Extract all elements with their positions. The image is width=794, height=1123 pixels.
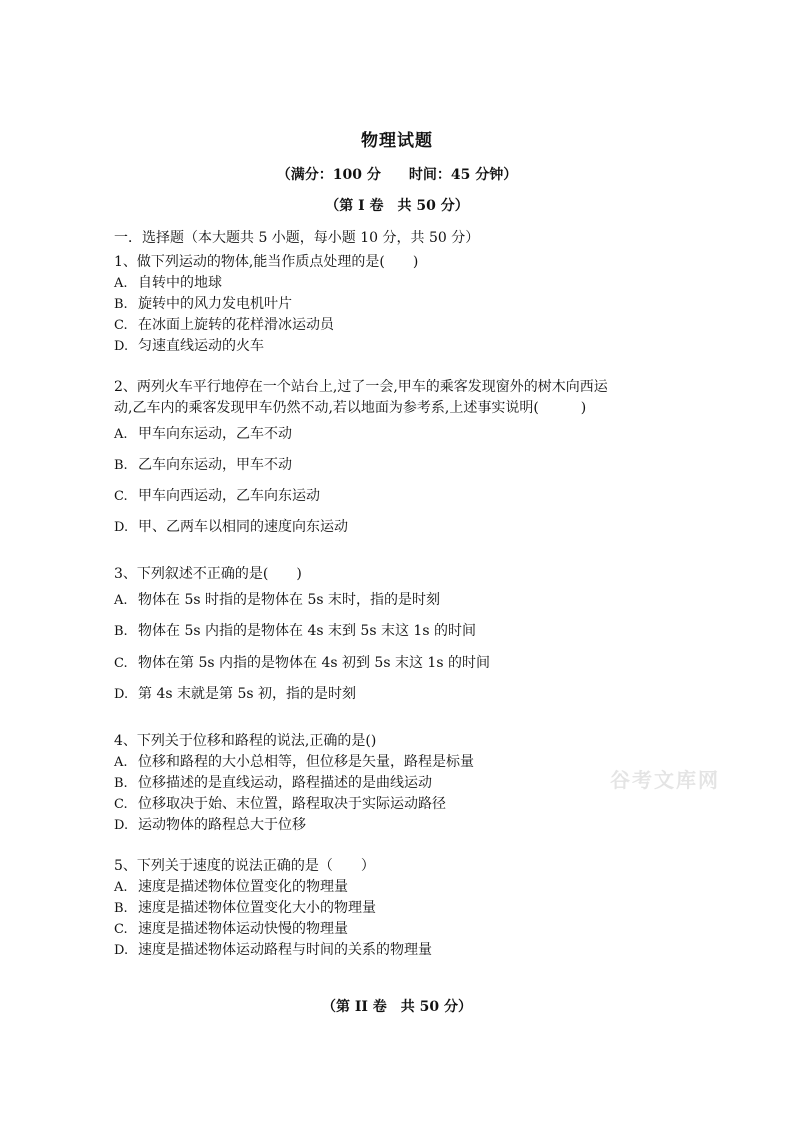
option-letter: A.: [114, 755, 128, 770]
question-5-stem: 5、下列关于速度的说法正确的是（ ）: [114, 858, 375, 874]
question-4-stem: 4、下列关于位移和路程的说法,正确的是(): [114, 733, 377, 749]
option-text: 第 4s 末就是第 5s 初，指的是时刻: [138, 686, 356, 702]
question-1-option-b[interactable]: [114, 294, 292, 315]
option-text: 物体在 5s 内指的是物体在 4s 末到 5s 末这 1s 的时间: [138, 623, 476, 639]
question-3-stem: 3、下列叙述不正确的是( ): [114, 566, 302, 582]
option-letter: B.: [114, 901, 128, 916]
option-letter: A.: [114, 593, 128, 608]
option-letter: C.: [114, 922, 128, 937]
question-1-stem: 1、做下列运动的物体,能当作质点处理的是( ): [114, 254, 419, 270]
option-letter: A.: [114, 276, 128, 291]
volume-1-heading: （第 I 卷 共 50 分）: [325, 198, 469, 214]
question-5-option-c[interactable]: [114, 919, 348, 940]
option-letter: B.: [114, 624, 128, 639]
option-text: 位移取决于始、末位置，路程取决于实际运动路径: [138, 796, 446, 812]
option-text: 甲车向东运动，乙车不动: [138, 426, 292, 442]
option-letter: D.: [114, 339, 129, 354]
option-text: 物体在第 5s 内指的是物体在 4s 初到 5s 末这 1s 的时间: [138, 655, 490, 671]
question-2-option-b[interactable]: [114, 455, 292, 476]
option-text: 旋转中的风力发电机叶片: [138, 296, 292, 312]
option-letter: C.: [114, 797, 128, 812]
question-2-stem-line-1: 2、两列火车平行地停在一个站台上,过了一会,甲车的乘客发现窗外的树木向西运: [114, 379, 608, 395]
option-letter: B.: [114, 776, 128, 791]
option-text: 匀速直线运动的火车: [138, 338, 264, 354]
exam-info: （满分：100 分 时间：45 分钟）: [276, 167, 518, 183]
question-4-option-c[interactable]: [114, 794, 446, 815]
question-4-option-b[interactable]: [114, 773, 432, 794]
option-text: 自转中的地球: [138, 275, 222, 291]
question-3-option-c[interactable]: [114, 653, 490, 674]
question-5-option-b[interactable]: [114, 898, 376, 919]
option-letter: A.: [114, 427, 128, 442]
option-letter: C.: [114, 656, 128, 671]
question-5-option-a[interactable]: [114, 877, 348, 898]
option-text: 物体在 5s 时指的是物体在 5s 末时，指的是时刻: [138, 592, 440, 608]
option-letter: D.: [114, 943, 129, 958]
question-2-stem-line-2: 动,乙车内的乘客发现甲车仍然不动,若以地面为参考系,上述事实说明( ): [114, 400, 587, 416]
question-5-option-d[interactable]: [114, 940, 432, 961]
option-text: 甲车向西运动，乙车向东运动: [138, 488, 320, 504]
question-2-option-d[interactable]: [114, 517, 348, 538]
option-text: 位移描述的是直线运动，路程描述的是曲线运动: [138, 775, 432, 791]
option-letter: D.: [114, 818, 129, 833]
question-4-option-d[interactable]: [114, 815, 306, 836]
option-text: 运动物体的路程总大于位移: [138, 817, 306, 833]
question-2-option-a[interactable]: [114, 424, 292, 445]
option-text: 速度是描述物体位置变化大小的物理量: [138, 900, 376, 916]
option-letter: B.: [114, 458, 128, 473]
option-letter: C.: [114, 318, 128, 333]
question-1-option-d[interactable]: [114, 336, 264, 357]
option-letter: D.: [114, 687, 129, 702]
option-text: 乙车向东运动，甲车不动: [138, 457, 292, 473]
option-text: 甲、乙两车以相同的速度向东运动: [138, 519, 348, 535]
option-text: 在冰面上旋转的花样滑冰运动员: [138, 317, 334, 333]
option-text: 速度是描述物体位置变化的物理量: [138, 879, 348, 895]
question-3-option-b[interactable]: [114, 621, 476, 642]
question-1-option-a[interactable]: [114, 273, 222, 294]
question-3-option-d[interactable]: [114, 684, 356, 705]
option-text: 位移和路程的大小总相等，但位移是矢量，路程是标量: [138, 754, 474, 770]
question-4-option-a[interactable]: [114, 752, 474, 773]
question-1-option-c[interactable]: [114, 315, 334, 336]
watermark: 谷考文库网: [610, 768, 720, 792]
page-title: 物理试题: [361, 131, 433, 151]
option-text: 速度是描述物体运动快慢的物理量: [138, 921, 348, 937]
volume-2-heading: （第 II 卷 共 50 分）: [321, 999, 473, 1015]
question-3-option-a[interactable]: [114, 590, 440, 611]
option-text: 速度是描述物体运动路程与时间的关系的物理量: [138, 942, 432, 958]
option-letter: D.: [114, 520, 129, 535]
section-heading: 一．选择题（本大题共 5 小题，每小题 10 分，共 50 分）: [114, 230, 480, 246]
option-letter: C.: [114, 489, 128, 504]
question-2-option-c[interactable]: [114, 486, 320, 507]
option-letter: A.: [114, 880, 128, 895]
option-letter: B.: [114, 297, 128, 312]
